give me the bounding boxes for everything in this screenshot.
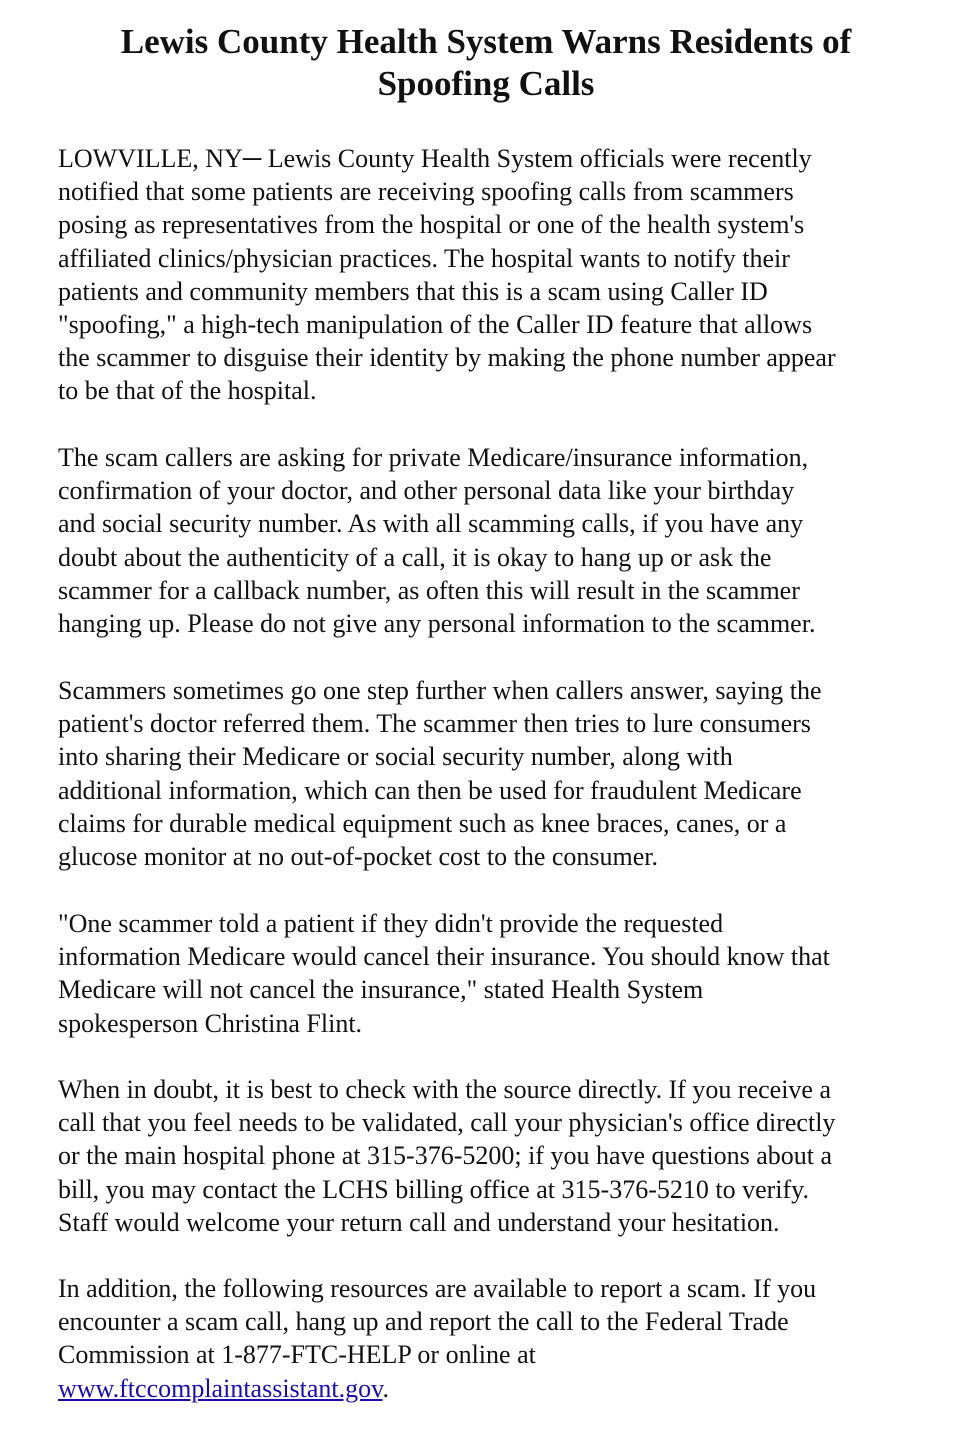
ftc-complaint-link[interactable]: www.ftccomplaintassistant.gov: [58, 1373, 383, 1403]
link-trailing-period: .: [382, 1373, 389, 1403]
paragraph-intro: LOWVILLE, NY─ Lewis County Health System officials were recently notified that some patients are receiving spoofing calls from scammers posing as representatives from the hospital or one of the health system's affiliated clinics/physician practices. The hospital wants to notify their patients and community members that this is a scam using Caller ID "spoofing," a high-tech manipulation of the Caller ID feature that allows the scammer to disguise their identity by making the phone number appear to be that of the hospital.: [58, 144, 836, 406]
paragraph-spokesperson-quote: "One scammer told a patient if they didn't provide the requested information Medicare would cancel their insurance. You should know that Medicare will not cancel the insurance," stated Health System spokesperson Christina Flint.: [58, 909, 830, 1038]
paragraph-medicare-fraud: Scammers sometimes go one step further when callers answer, saying the patient's doctor referred them. The scammer then tries to lure consumers into sharing their Medicare or social security number, along with additional information, which can then be used for fraudulent Medicare claims for durable medical equipment such as knee braces, canes, or a glucose monitor at no out-of-pocket cost to the consumer.: [58, 676, 822, 872]
paragraph-report-scam-text: In addition, the following resources are available to report a scam. If you encounter a scam call, hang up and report the call to the Federal Trade Commission at 1-877-FTC-HELP or online at: [58, 1274, 817, 1370]
paragraph-report-scam: [58, 1272, 918, 1405]
paragraph-verify-contacts: When in doubt, it is best to check with the source directly. If you receive a call that you feel needs to be validated, call your physician's office directly or the main hospital phone at 315-376-5200; if you have questions about a bill, you may contact the LCHS billing office at 315-376-5210 to verify. Staff would welcome your return call and understand your hesitation.: [58, 1075, 836, 1237]
paragraph-scam-details: The scam callers are asking for private Medicare/insurance information, confirmation of your doctor, and other personal data like your birthday and social security number. As with all scamming calls, if you have any doubt about the authenticity of a call, it is okay to hang up or ask the scammer for a callback number, as often this will result in the scammer hanging up. Please do not give any personal information to the scammer.: [58, 443, 816, 639]
article-title: Lewis County Health System Warns Residents of Spoofing Calls: [120, 22, 852, 103]
